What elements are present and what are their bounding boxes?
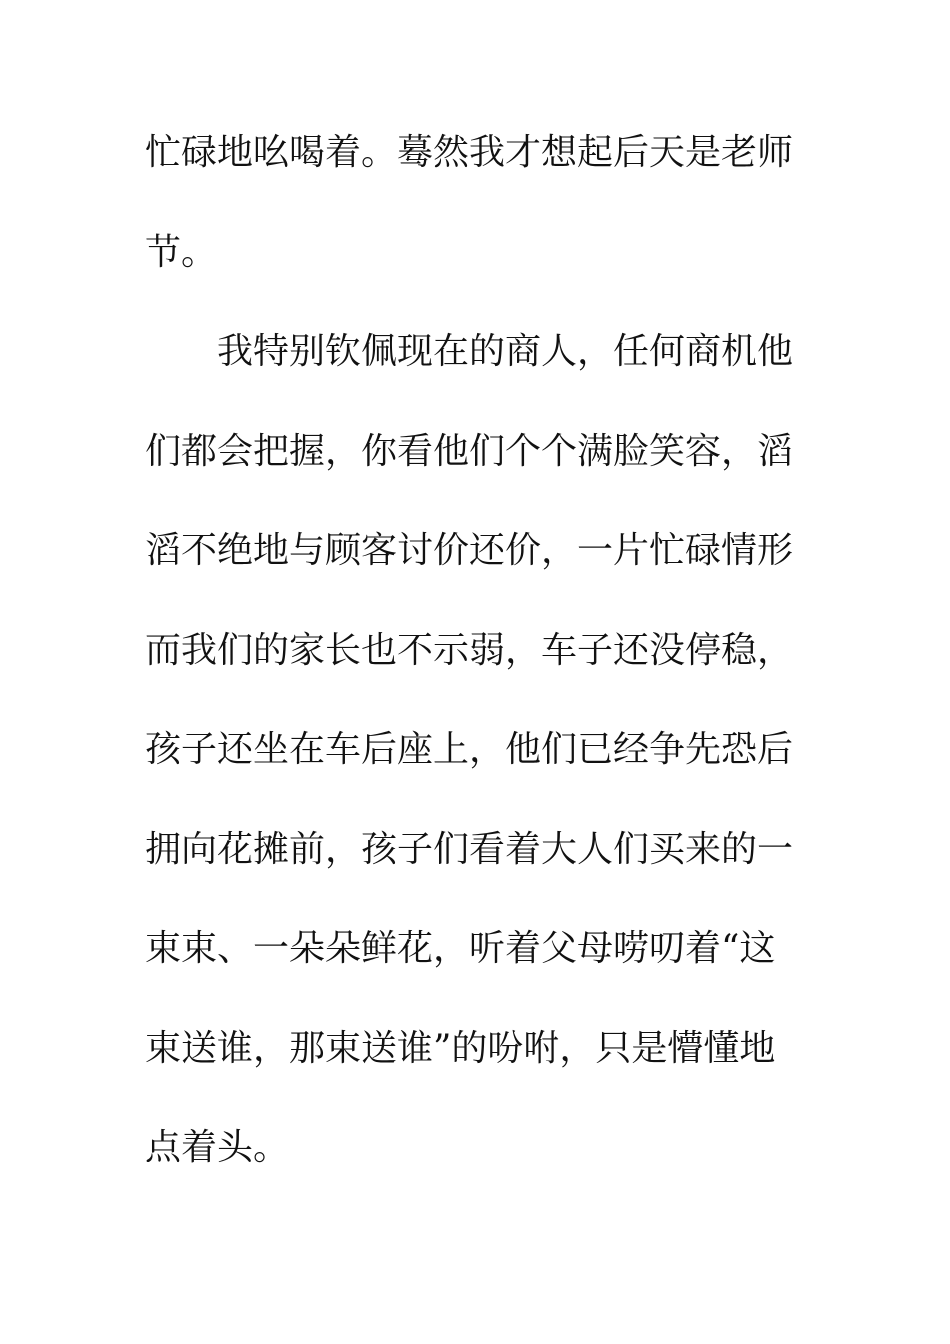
body-text (145, 122, 810, 1217)
text-line: 们都会把握，你看他们个个满脸笑容，滔 (145, 430, 794, 472)
text-line: 点着头。 (145, 1127, 290, 1168)
paragraph-start-line: 我特别钦佩现在的商人，任何商机他 (217, 331, 794, 372)
text-line: 束送谁，那束送谁”的吩咐，只是懵懂地 (145, 1027, 776, 1069)
text-line: 节。 (145, 231, 218, 273)
text-line: 孩子还坐在车后座上，他们已经争先恐后 (145, 729, 794, 770)
text-line: 而我们的家长也不示弱，车子还没停稳， (145, 629, 794, 671)
text-line: 忙碌地吆喝着。蓦然我才想起后天是老师 (145, 132, 794, 173)
text-line: 拥向花摊前，孩子们看着大人们买来的一 (145, 828, 794, 870)
text-line: 束束、一朵朵鲜花，听着父母唠叨着“这 (145, 928, 776, 969)
text-line: 滔不绝地与顾客讨价还价，一片忙碌情形 (145, 530, 794, 571)
